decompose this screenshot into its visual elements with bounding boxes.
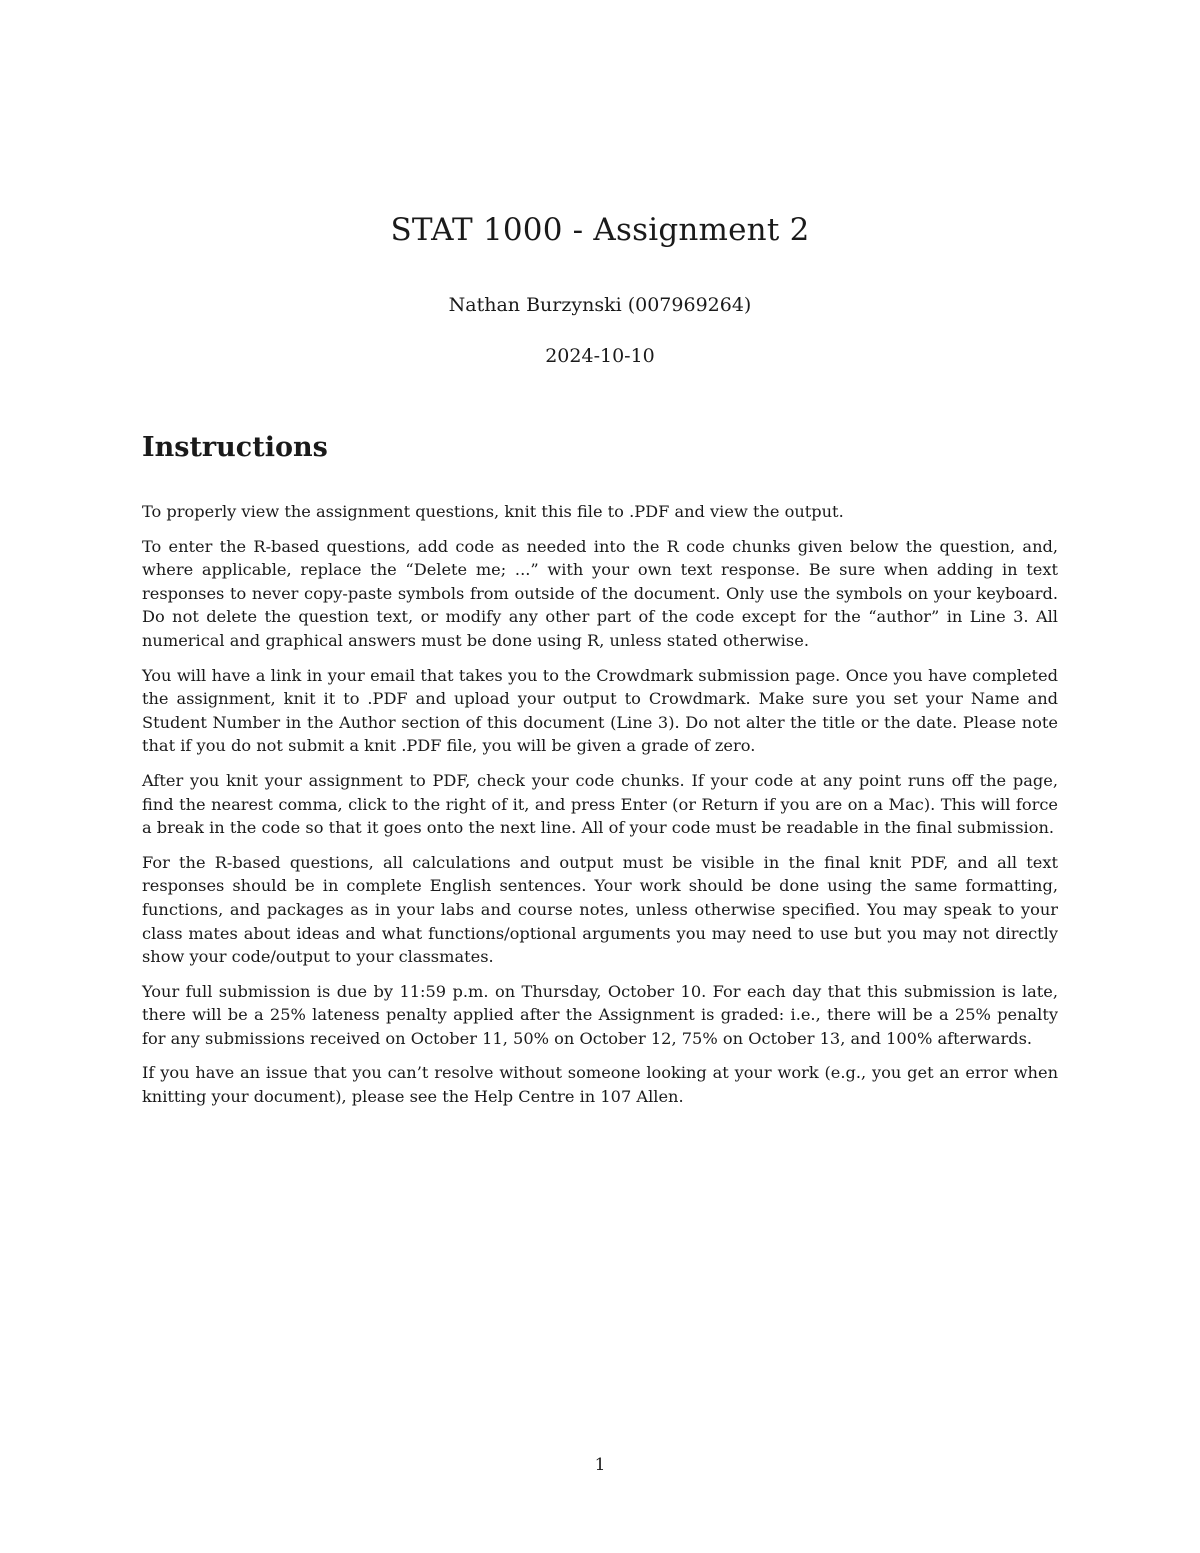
instruction-paragraph: For the R-based questions, all calculations and output must be visible in the final knit PDF, and all text responses should be in complete English sentences. Your work should be done using the same formatting, functions, and packages as in your labs and course notes, unless otherwise specified. You may speak to your class mates about ideas and what functions/optional arguments you may need to use but you may not directly show your code/output to your classmates. (142, 852, 1058, 967)
document-date: 2024-10-10 (545, 345, 655, 367)
page-number: 1 (594, 1455, 606, 1475)
instruction-paragraph: To properly view the assignment questions, knit this file to .PDF and view the output. (142, 502, 844, 521)
document-author: Nathan Burzynski (007969264) (448, 294, 752, 316)
instruction-paragraph: After you knit your assignment to PDF, check your code chunks. If your code at any point runs off the page, find the nearest comma, click to the right of it, and press Enter (or Return if you are on a Mac). This will force a break in the code so that it goes onto the next line. All of your code must be readable in the final submission. (142, 770, 1058, 838)
instructions-heading: Instructions (142, 432, 328, 463)
instruction-paragraph: To enter the R-based questions, add code as needed into the R code chunks given below the question, and, where applicable, replace the “Delete me; ...” with your own text response. Be sure when adding in text responses to never copy-paste symbols from outside of the document. Only use the symbols on your keyboard. Do not delete the question text, or modify any other part of the code except for the “author” in Line 3. All numerical and graphical answers must be done using R, unless stated otherwise. (142, 536, 1058, 650)
document-title: STAT 1000 - Assignment 2 (390, 212, 810, 248)
instructions-body (142, 500, 1058, 1120)
instruction-paragraph: You will have a link in your email that takes you to the Crowdmark submission page. Once you have completed the assignment, knit it to .PDF and upload your output to Crowdmark. Make sure you set your Name and Student Number in the Author section of this document (Line 3). Do not alter the title or the date. Please note that if you do not submit a knit .PDF file, you will be given a grade of zero. (142, 665, 1058, 756)
instruction-paragraph: If you have an issue that you can’t resolve without someone looking at your work (e.g., you get an error when knitting your document), please see the Help Centre in 107 Allen. (142, 1063, 1058, 1107)
instruction-paragraph: Your full submission is due by 11:59 p.m. on Thursday, October 10. For each day that this submission is late, there will be a 25% lateness penalty applied after the Assignment is graded: i.e., there will be a 25% penalty for any submissions received on October 11, 50% on October 12, 75% on October 13, and 100% afterwards. (142, 981, 1058, 1048)
